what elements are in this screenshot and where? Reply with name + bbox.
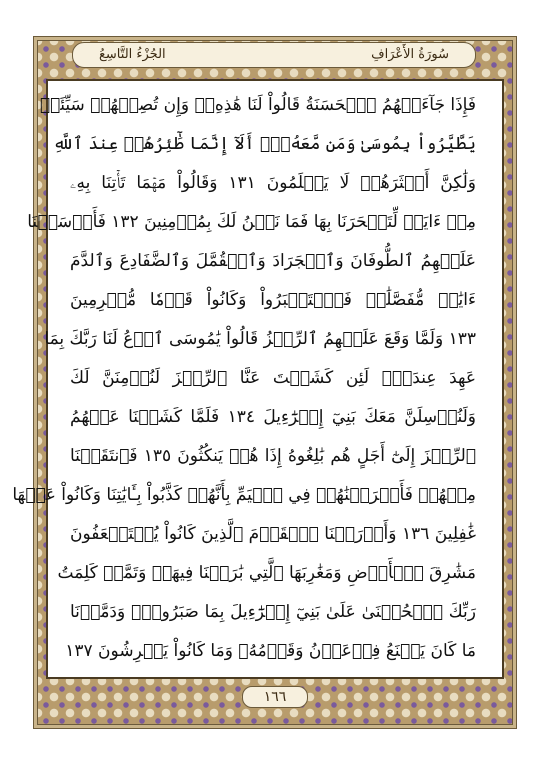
- text-line: مِنۡ ءَايَةٖ لِّتَسۡحَرَنَا بِهَا فَمَا نَحۡنُ لَكَ بِمُؤۡمِنِينَ ١٣٢ فَأَرۡسَلۡنَا: [27, 212, 476, 232]
- text-line: ٱلرِّجۡزَ إِلَىٰٓ أَجَلٍ هُم بَٰلِغُوهُ إِذَا هُمۡ يَنكُثُونَ ١٣٥ فَٱنتَقَمۡنَا: [70, 446, 476, 466]
- text-line: مَشَٰرِقَ ٱلۡأَرۡضِ وَمَغَٰرِبَهَا ٱلَّتِي بَٰرَكۡنَا فِيهَاۖ وَتَمَّتۡ كَلِمَتُ: [57, 563, 476, 583]
- text-line: غَٰفِلِينَ ١٣٦ وَأَوۡرَثۡنَا ٱلۡقَوۡمَ ٱلَّذِينَ كَانُواْ يُسۡتَضۡعَفُونَ: [70, 524, 476, 544]
- text-line: عَلَيۡهِمُ ٱلطُّوفَانَ وَٱلۡجَرَادَ وَٱلۡقُمَّلَ وَٱلضَّفَادِعَ وَٱلدَّمَ: [70, 251, 476, 271]
- text-panel: [12, 79, 504, 679]
- text-line: يَطَّيَّرُواْ بِمُوسَىٰ وَمَن مَّعَهُۥٓۗ أَلَآ إِنَّمَا طَٰٓئِرُهُمۡ عِندَ ٱللَّهِ: [53, 134, 476, 154]
- text-line: رَبِّكَ ٱلۡحُسۡنَىٰ عَلَىٰ بَنِيٓ إِسۡرَٰٓءِيلَ بِمَا صَبَرُواْۖ وَدَمَّرۡنَا: [70, 602, 476, 622]
- text-line: فَإِذَا جَآءَتۡهُمُ ٱلۡحَسَنَةُ قَالُواْ لَنَا هَٰذِهِۦۖ وَإِن تُصِبۡهُمۡ سَيِّئَةٞ: [39, 95, 476, 115]
- text-line: وَلَنُرۡسِلَنَّ مَعَكَ بَنِيٓ إِسۡرَٰٓءِيلَ ١٣٤ فَلَمَّا كَشَفۡنَا عَنۡهُمُ: [70, 407, 476, 427]
- text-line: مَا كَانَ يَصۡنَعُ فِرۡعَوۡنُ وَقَوۡمُهُۥ وَمَا كَانُواْ يَعۡرِشُونَ ١٣٧: [65, 641, 476, 661]
- text-line: ١٣٣ وَلَمَّا وَقَعَ عَلَيۡهِمُ ٱلرِّجۡزُ قَالُواْ يَٰمُوسَى ٱدۡعُ لَنَا رَبَّكَ بِمَا: [44, 329, 476, 349]
- text-line: ءَايَٰتٖ مُّفَصَّلَٰتٖ فَٱسۡتَكۡبَرُواْ وَكَانُواْ قَوۡمٗا مُّجۡرِمِينَ: [70, 290, 476, 310]
- surah-label: سُورَةُ الأَعْرَافِ: [371, 47, 449, 62]
- text-line: عَهِدَ عِندَكَۖ لَئِن كَشَفۡتَ عَنَّا ٱلرِّجۡزَ لَنُؤۡمِنَنَّ لَكَ: [70, 368, 476, 388]
- page-number: ١٦٦: [242, 686, 308, 708]
- text-line: مِنۡهُمۡ فَأَغۡرَقۡنَٰهُمۡ فِي ٱلۡيَمِّ بِأَنَّهُمۡ كَذَّبُواْ بِـَٔايَٰتِنَا وَكَانُواْ عَنۡهَا: [12, 485, 476, 505]
- page-header: [72, 42, 476, 68]
- juz-label: الجُزْءُ التَّاسِعُ: [99, 47, 166, 62]
- text-line: وَلَٰكِنَّ أَكۡثَرَهُمۡ لَا يَعۡلَمُونَ ١٣١ وَقَالُواْ مَهۡمَا تَأۡتِنَا بِهِۦ: [70, 173, 477, 193]
